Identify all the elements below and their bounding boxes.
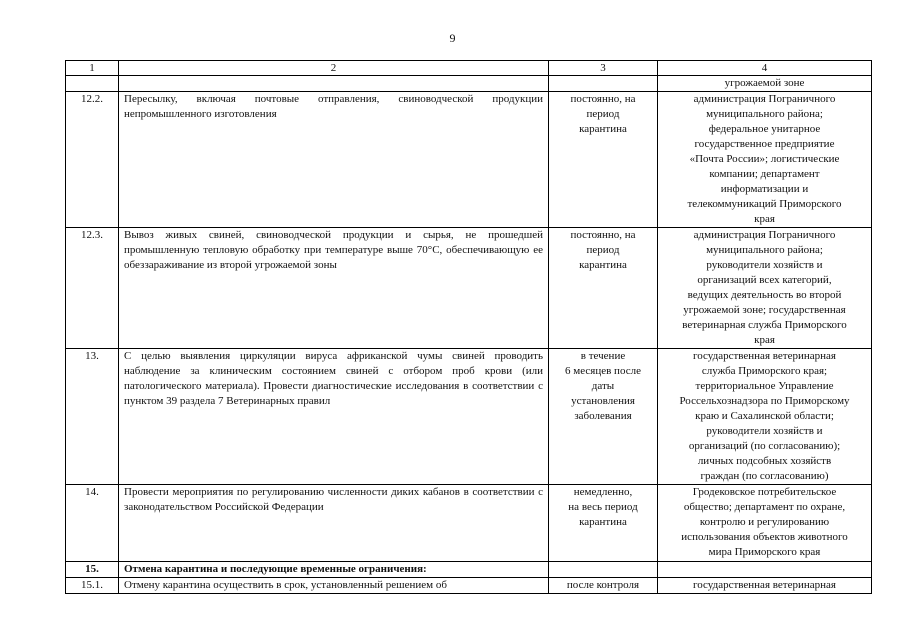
column-header-1: 1 [66,61,119,76]
column-number-header [66,61,872,76]
row-measure: С целью выявления циркуляции вируса африканской чумы свиней проводить наблюдение за клиническим состоянием свиней с отбором проб крови (или патологического материала). Провести диагностические исследования в соответствии с пунктом 39 раздела 7 Ветеринарных правил [119,349,549,485]
row-measure: Отмену карантина осуществить в срок, установленный решением об [119,578,549,594]
table-row [66,92,872,228]
section-spacer [549,562,658,578]
continuation-row [66,76,872,92]
measures-table [65,60,872,594]
continuation-measure [119,76,549,92]
row-number: 12.3. [66,228,119,349]
row-measure: Пересылку, включая почтовые отправления, свиноводческой продукции непромышленного изготовления [119,92,549,228]
column-header-2: 2 [119,61,549,76]
row-responsible: администрация Пограничного муниципального района; руководители хозяйств и организаций всех категорий, ведущих деятельность во второй угрожаемой зоне; государственная ветеринарная служба Приморского края [658,228,872,349]
column-header-3: 3 [549,61,658,76]
table-row [66,578,872,594]
row-responsible: администрация Пограничного муниципального района; федеральное унитарное государственное предприятие «Почта России»; логистические компании; департамент информатизации и телекоммуникаций Приморского края [658,92,872,228]
row-number: 12.2. [66,92,119,228]
row-measure: Провести мероприятия по регулированию численности диких кабанов в соответствии с законодательством Российской Федерации [119,485,549,562]
section-row [66,562,872,578]
continuation-num [66,76,119,92]
section-title: Отмена карантина и последующие временные ограничения: [119,562,549,578]
row-responsible: государственная ветеринарная служба Приморского края; территориальное Управление Россельхознадзора по Приморскому краю и Сахалинской области; руководители хозяйств и организаций (по согласованию); личных подсобных хозяйств граждан (по согласованию) [658,349,872,485]
row-term: в течение 6 месяцев после даты установления заболевания [549,349,658,485]
row-responsible: государственная ветеринарная [658,578,872,594]
table-row [66,349,872,485]
row-responsible: Гродековское потребительское общество; департамент по охране, контролю и регулированию использования объектов животного мира Приморского края [658,485,872,562]
section-number: 15. [66,562,119,578]
row-number: 15.1. [66,578,119,594]
table-row [66,485,872,562]
page-number: 9 [449,31,456,45]
section-spacer [658,562,872,578]
row-term: после контроля [549,578,658,594]
row-number: 13. [66,349,119,485]
row-number: 14. [66,485,119,562]
table-row [66,228,872,349]
row-term: постоянно, на период карантина [549,228,658,349]
row-measure: Вывоз живых свиней, свиноводческой продукции и сырья, не прошедшей промышленную тепловую обработку при температуре выше 70°С, обеспечивающую ее обеззараживание из второй угрожаемой зоны [119,228,549,349]
column-header-4: 4 [658,61,872,76]
continuation-responsible: угрожаемой зоне [658,76,872,92]
continuation-term [549,76,658,92]
row-term: немедленно, на весь период карантина [549,485,658,562]
row-term: постоянно, на период карантина [549,92,658,228]
